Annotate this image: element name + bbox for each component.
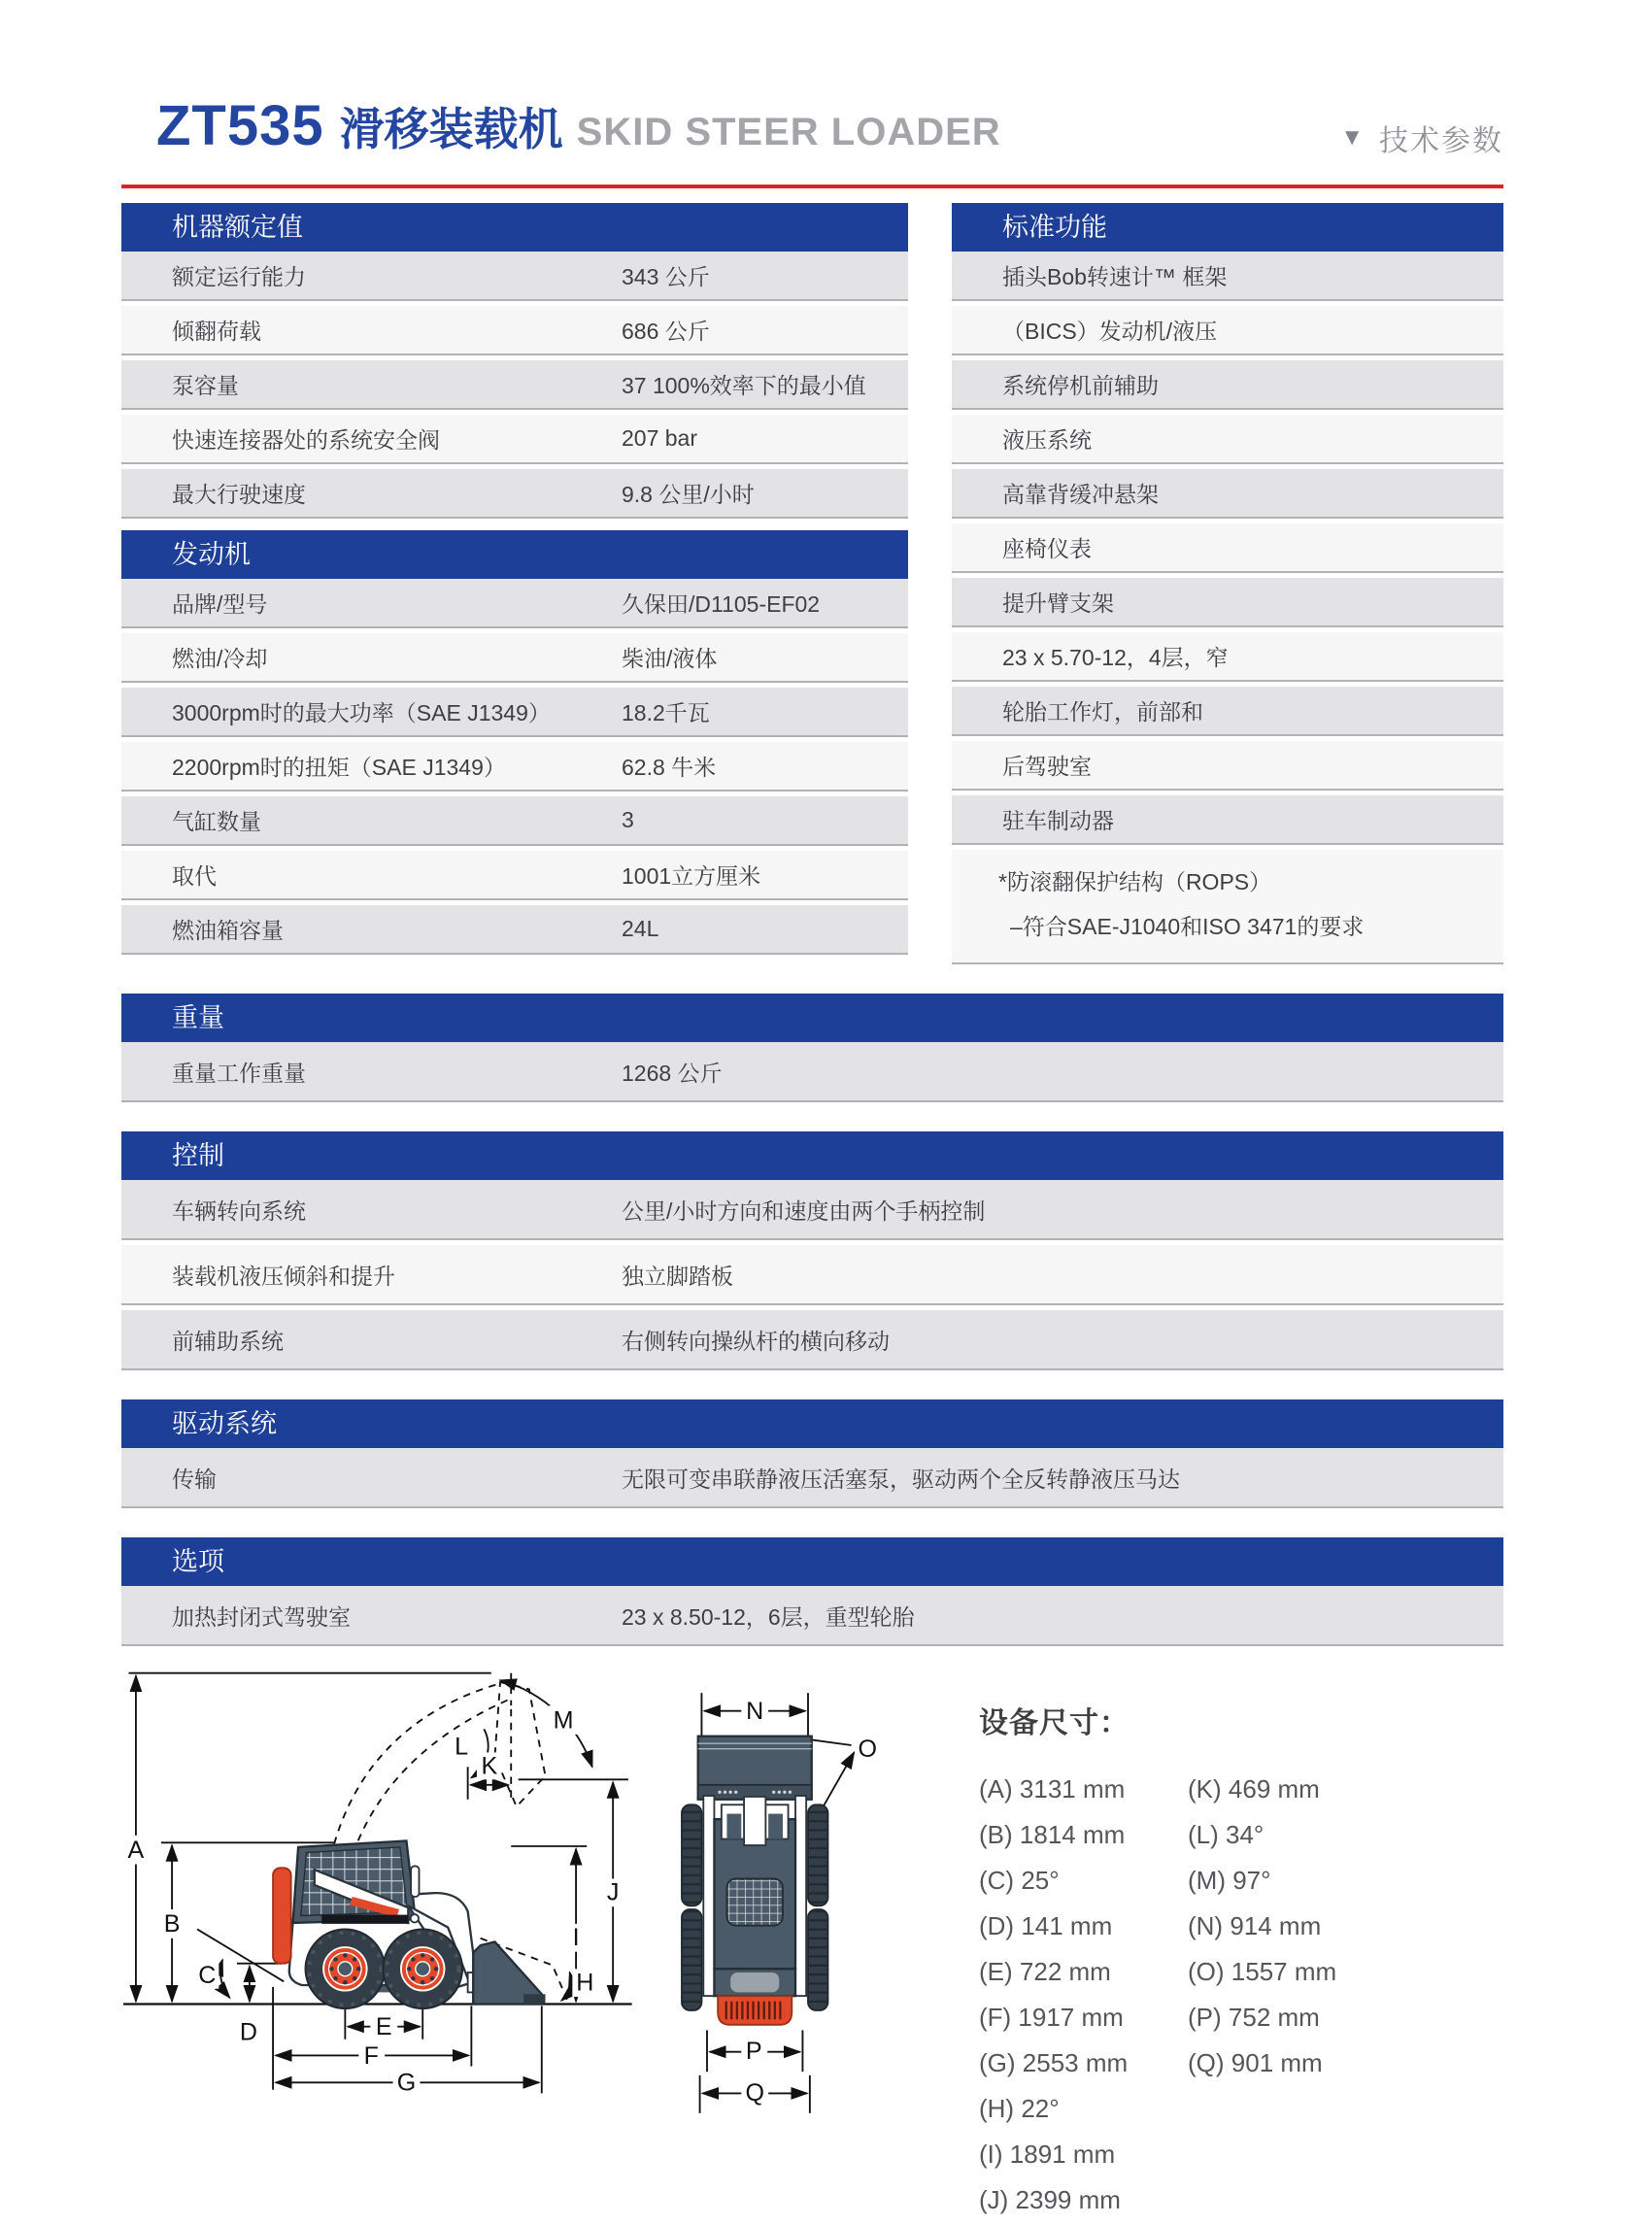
- skid-steer-rear-view: [682, 1736, 827, 2025]
- dimension-entry: [1188, 1949, 1397, 1995]
- front-wheel: [383, 1929, 462, 2008]
- spec-label: 装载机液压倾斜和提升: [172, 1263, 395, 1289]
- feature-row: 系统停机前辅助: [952, 360, 1503, 410]
- spec-label: 额定运行能力: [172, 264, 306, 289]
- dimension-key: (C): [979, 1866, 1015, 1895]
- dimension-key: (N): [1188, 1911, 1224, 1940]
- cab-handle: [411, 1866, 419, 1897]
- dimension-value: 1814 mm: [1012, 1820, 1126, 1849]
- spec-row: [121, 1448, 1503, 1508]
- spec-row: [121, 796, 908, 846]
- dimension-value: 1557 mm: [1224, 1957, 1337, 1986]
- spec-value: 公里/小时方向和速度由两个手柄控制: [622, 1197, 986, 1224]
- spec-row: [121, 415, 908, 464]
- dimension-value: 722 mm: [1012, 1957, 1111, 1986]
- dimension-key: (G): [979, 2048, 1016, 2077]
- dimension-value: 1917 mm: [1011, 2003, 1124, 2032]
- dimension-value: 901 mm: [1224, 2048, 1323, 2077]
- machine-ratings-body: [121, 252, 908, 519]
- side-view-diagram: [121, 1669, 641, 2174]
- spec-label: 加热封闭式驾驶室: [172, 1603, 351, 1630]
- spec-label: 燃油/冷却: [172, 646, 268, 671]
- spec-value: 独立脚踏板: [622, 1263, 733, 1289]
- dim-label-m: M: [553, 1706, 574, 1735]
- drive-system-body: [121, 1448, 1503, 1508]
- feature-row: 23 x 5.70-12，4层，窄: [952, 632, 1503, 682]
- dim-label-i: I: [572, 1924, 580, 1952]
- spec-label: 燃油箱容量: [172, 918, 284, 943]
- feature-row: 提升臂支架: [952, 578, 1503, 627]
- spec-label: 品牌/型号: [172, 591, 268, 617]
- right-column: [952, 203, 1503, 964]
- spec-value: 右侧转向操纵杆的横向移动: [622, 1328, 890, 1354]
- spec-value: 343 公斤: [622, 264, 710, 289]
- drive-system-table: [121, 1399, 1503, 1508]
- spec-row: [121, 742, 908, 792]
- dimension-value: 914 mm: [1223, 1911, 1322, 1940]
- feature-row: 高靠背缓冲悬架: [952, 469, 1503, 519]
- dimension-key: (K): [1188, 1774, 1222, 1804]
- dim-label-c: C: [198, 1962, 217, 1990]
- dimension-key: (Q): [1188, 2048, 1225, 2077]
- triangle-down-icon: ▼: [1340, 124, 1364, 151]
- dim-label-e: E: [375, 2013, 392, 2041]
- dim-label-h: H: [576, 1969, 594, 1997]
- spec-label: 倾翻荷载: [172, 319, 261, 344]
- dimension-key: (L): [1188, 1820, 1219, 1849]
- page-title-en: SKID STEER LOADER: [576, 111, 1001, 153]
- spec-row: [121, 579, 908, 628]
- feature-row: 驻车制动器: [952, 795, 1503, 845]
- dim-label-d: D: [239, 2018, 258, 2046]
- spec-value: 1001立方厘米: [622, 863, 761, 889]
- spec-label: 最大行驶速度: [172, 482, 306, 507]
- dimension-entry: [1188, 1812, 1397, 1858]
- rear-wheel: [306, 1929, 386, 2008]
- machine-ratings-table: [121, 203, 908, 519]
- spec-value: 1268 公斤: [622, 1060, 723, 1086]
- drive-system-header: 驱动系统: [121, 1399, 1503, 1448]
- dimension-value: 752 mm: [1221, 2003, 1320, 2032]
- spec-value: 23 x 8.50-12，6层，重型轮胎: [622, 1603, 915, 1630]
- feature-row: （BICS）发动机/液压: [952, 306, 1503, 355]
- right-front-wheel: [808, 1804, 827, 1905]
- left-frame-rail: [703, 1796, 714, 1996]
- spec-row: [121, 1180, 1503, 1240]
- dimension-key: (E): [979, 1957, 1013, 1986]
- page-header: [121, 93, 1503, 159]
- feature-row: 插头Bob转速计™ 框架: [952, 252, 1503, 301]
- spec-value: 9.8 公里/小时: [622, 482, 755, 507]
- spec-row: [121, 1245, 1503, 1305]
- dimension-value: 2553 mm: [1015, 2048, 1129, 2077]
- weight-table: [121, 994, 1503, 1102]
- dim-label-g: G: [396, 2069, 417, 2097]
- dimension-key: (D): [979, 1911, 1015, 1940]
- dim-label-j: J: [606, 1878, 620, 1906]
- feature-row: 后驾驶室: [952, 741, 1503, 791]
- left-front-wheel: [682, 1804, 701, 1905]
- spec-value: 久保田/D1105-EF02: [622, 591, 821, 617]
- dimension-entry: [979, 1812, 1188, 1858]
- dim-label-b: B: [163, 1910, 181, 1938]
- dim-label-p: P: [745, 2038, 762, 2066]
- left-column: [121, 203, 908, 964]
- dimension-value: 97°: [1225, 1866, 1271, 1895]
- dim-label-n: N: [746, 1698, 764, 1726]
- dimension-value: 2399 mm: [1008, 2185, 1121, 2214]
- header-divider: [121, 185, 1503, 188]
- dimension-value: 141 mm: [1014, 1911, 1113, 1940]
- dimension-entry: [979, 1949, 1188, 1995]
- dimension-key: (A): [979, 1774, 1013, 1804]
- dimension-key: (F): [979, 2003, 1012, 2032]
- dimension-value: 25°: [1014, 1866, 1060, 1895]
- spec-label: 前辅助系统: [172, 1328, 284, 1354]
- spec-row: [121, 469, 908, 519]
- options-header: 选项: [121, 1537, 1503, 1586]
- spec-value: 无限可变串联静液压活塞泵，驱动两个全反转静液压马达: [622, 1466, 1180, 1492]
- dimension-value: 1891 mm: [1002, 2140, 1116, 2169]
- spec-row: [121, 1042, 1503, 1102]
- engine-grille: [726, 1878, 783, 1925]
- dimension-entry: [1188, 1858, 1397, 1904]
- dimension-entry: [979, 2086, 1188, 2132]
- dimension-entry: [979, 2177, 1188, 2223]
- dim-label-k: K: [481, 1752, 498, 1780]
- spec-value: 18.2千瓦: [622, 700, 710, 725]
- spec-value: 24L: [622, 916, 659, 941]
- spec-row: [121, 306, 908, 355]
- dim-label-q: Q: [745, 2078, 764, 2107]
- right-rear-wheel: [808, 1909, 827, 2010]
- dimension-key: (P): [1188, 2003, 1222, 2032]
- weight-header: 重量: [121, 994, 1503, 1042]
- spec-value: 686 公斤: [622, 319, 710, 344]
- standard-features-body: [952, 252, 1503, 845]
- dimension-key: (I): [979, 2140, 1003, 2169]
- spec-label: 传输: [172, 1466, 217, 1492]
- weight-body: [121, 1042, 1503, 1102]
- bucket-edge: [523, 1994, 545, 2004]
- dimension-entry: [1188, 1904, 1397, 1949]
- control-header: 控制: [121, 1131, 1503, 1180]
- machine-ratings-header: 机器额定值: [121, 203, 908, 252]
- rear-view-diagram: [680, 1669, 911, 2174]
- right-frame-rail: [795, 1796, 806, 1996]
- tech-params-label: 技术参数: [1379, 125, 1503, 157]
- dimension-key: (B): [979, 1820, 1013, 1849]
- feature-row: 液压系统: [952, 415, 1503, 464]
- spec-value: 37 100%效率下的最小值: [622, 373, 866, 398]
- spec-row: [121, 1310, 1503, 1370]
- seat-strip: [321, 1915, 408, 1924]
- spec-label: 车辆转向系统: [172, 1197, 306, 1224]
- dimension-entry: [1188, 2040, 1397, 2086]
- engine-table: [121, 530, 908, 955]
- dimension-key: (J): [979, 2185, 1009, 2214]
- spec-row: [121, 633, 908, 683]
- spec-label: 气缸数量: [172, 809, 261, 834]
- dimension-entry: [979, 1904, 1188, 1949]
- skid-steer-side-view: [273, 1840, 545, 2008]
- standard-features-header: 标准功能: [952, 203, 1503, 252]
- engine-header: 发动机: [121, 530, 908, 579]
- dimension-entry: [979, 2132, 1188, 2177]
- control-body: [121, 1180, 1503, 1370]
- spec-label: 2200rpm时的扭矩（SAE J1349）: [172, 755, 506, 780]
- feature-row: 座椅仪表: [952, 523, 1503, 573]
- rops-line1: *防滚翻保护结构（ROPS）: [998, 869, 1272, 894]
- dimension-value: 22°: [1014, 2094, 1060, 2123]
- left-rear-wheel: [682, 1909, 701, 2010]
- model-name: ZT535: [156, 94, 324, 157]
- rops-line2: –符合SAE-J1040和ISO 3471的要求: [1010, 914, 1365, 939]
- spec-label: 3000rpm时的最大功率（SAE J1349）: [172, 700, 551, 725]
- dimension-entry: [979, 1858, 1188, 1904]
- dimension-value: 3131 mm: [1012, 1774, 1126, 1804]
- feature-row: 轮胎工作灯，前部和: [952, 687, 1503, 736]
- spec-label: 快速连接器处的系统安全阀: [172, 427, 440, 453]
- spec-value: 3: [622, 807, 634, 832]
- rear-light-panel: [730, 1972, 779, 1992]
- dim-label-l: L: [455, 1733, 469, 1761]
- equipment-dimensions: [979, 1669, 1503, 2223]
- spec-row: [121, 360, 908, 410]
- dimension-entry: [1188, 1995, 1397, 2040]
- dimension-entry: [1188, 1767, 1397, 1812]
- dim-label-o: O: [858, 1736, 878, 1764]
- spec-label: 取代: [172, 863, 217, 889]
- spec-row: [121, 905, 908, 955]
- dimension-value: 34°: [1218, 1820, 1264, 1849]
- dimension-entry: [979, 1767, 1188, 1812]
- spec-value: 62.8 牛米: [622, 755, 717, 780]
- dimension-entry: [979, 1995, 1188, 2040]
- tech-params-corner: [1340, 117, 1503, 159]
- dimension-diagram-section: [121, 1669, 1503, 2223]
- dimensions-column-1: [979, 1767, 1188, 2223]
- engine-body: [121, 579, 908, 955]
- rops-footnote: [952, 850, 1503, 964]
- spec-row: [121, 252, 908, 301]
- dimension-key: (O): [1188, 1957, 1225, 1986]
- spec-row: [121, 688, 908, 737]
- standard-features-table: [952, 203, 1503, 964]
- page-title-zh: 滑移装载机: [339, 104, 563, 154]
- spec-value: 207 bar: [622, 425, 698, 451]
- dimension-entry: [979, 2040, 1188, 2086]
- dimension-key: (M): [1188, 1866, 1226, 1895]
- control-table: [121, 1131, 1503, 1370]
- bumper-stripes: [725, 2002, 785, 2020]
- options-table: [121, 1537, 1503, 1646]
- spec-row: [121, 1586, 1503, 1646]
- dim-label-a: A: [127, 1837, 145, 1865]
- dimensions-column-2: [1188, 1767, 1397, 2223]
- options-body: [121, 1586, 1503, 1646]
- dim-label-f: F: [363, 2041, 379, 2070]
- spec-row: [121, 851, 908, 900]
- spec-value: 柴油/液体: [622, 646, 718, 671]
- dimension-value: 469 mm: [1221, 1774, 1320, 1804]
- rear-red-panel: [273, 1868, 291, 1963]
- spec-label: 重量工作重量: [172, 1060, 306, 1086]
- dimension-key: (H): [979, 2094, 1015, 2123]
- spec-label: 泵容量: [172, 373, 239, 398]
- dimensions-title: 设备尺寸：: [979, 1707, 1129, 1739]
